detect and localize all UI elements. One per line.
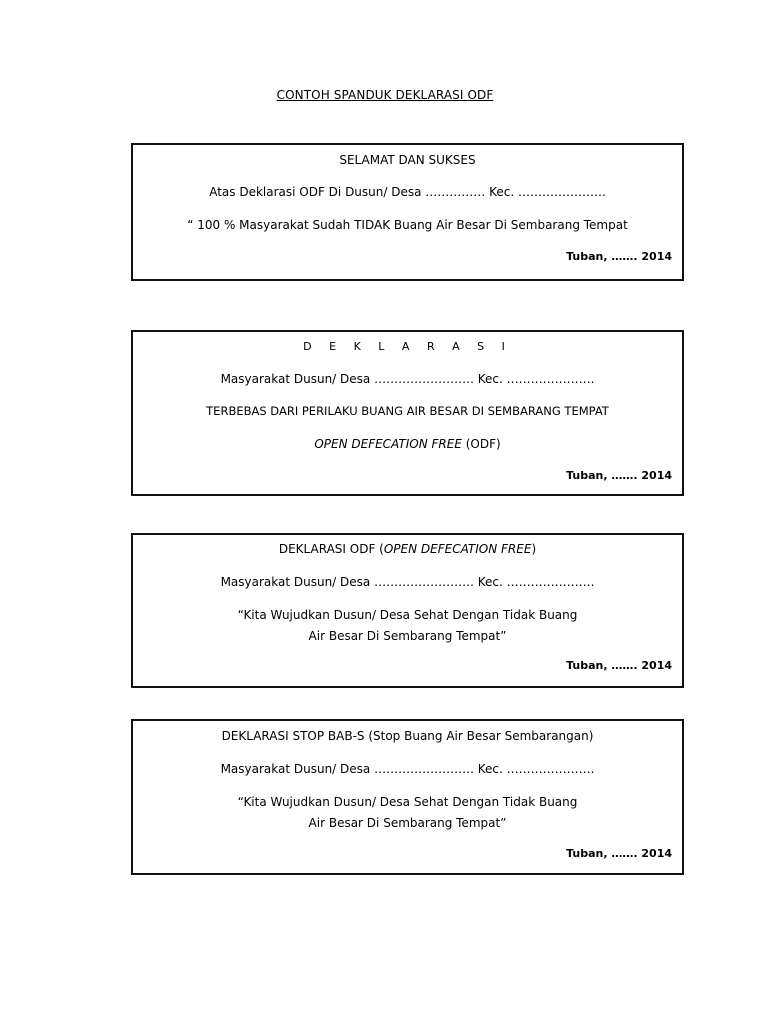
banner-line: Masyarakat Dusun/ Desa ……………………. Kec. …………………. (220, 575, 595, 589)
banner-heading: DEKLARASI STOP BAB-S (Stop Buang Air Besar Sembarangan) (221, 729, 594, 743)
banner-line: Masyarakat Dusun/ Desa ……………………. Kec. …………………. (220, 372, 595, 386)
banner-selamat-sukses (131, 143, 684, 281)
heading-suffix: ) (531, 542, 537, 556)
banner-stop-babs (131, 719, 684, 875)
heading-prefix: DEKLARASI ODF ( (278, 542, 384, 556)
banner-deklarasi (131, 330, 684, 496)
odf-abbrev-text: (ODF) (461, 437, 501, 451)
page-title: CONTOH SPANDUK DEKLARASI ODF (276, 88, 494, 102)
banner-date: Tuban, ……. 2014 (566, 469, 672, 482)
banner-line: Masyarakat Dusun/ Desa ……………………. Kec. …………………. (220, 762, 595, 776)
odf-italic-text: OPEN DEFECATION FREE (314, 437, 462, 451)
banner-slogan: “Kita Wujudkan Dusun/ Desa Sehat Dengan Tidak Buang Air Besar Di Sembarang Tempat” (237, 608, 578, 643)
banner-slogan: “ 100 % Masyarakat Sudah TIDAK Buang Air Besar Di Sembarang Tempat (187, 218, 628, 232)
banner-line: Atas Deklarasi ODF Di Dusun/ Desa …………… Kec. …………………. (209, 185, 606, 199)
banner-date: Tuban, ……. 2014 (566, 659, 672, 672)
banner-slogan: “Kita Wujudkan Dusun/ Desa Sehat Dengan Tidak Buang Air Besar Di Sembarang Tempat” (237, 795, 578, 830)
banner-heading: D E K L A R A S I (303, 340, 512, 353)
heading-italic: OPEN DEFECATION FREE (383, 542, 532, 556)
banner-deklarasi-odf (131, 533, 684, 688)
banner-odf-line (133, 437, 682, 451)
banner-heading: SELAMAT DAN SUKSES (339, 153, 476, 167)
banner-date: Tuban, ……. 2014 (566, 250, 672, 263)
banner-heading (133, 542, 682, 556)
banner-date: Tuban, ……. 2014 (566, 847, 672, 860)
banner-slogan: TERBEBAS DARI PERILAKU BUANG AIR BESAR DI SEMBARANG TEMPAT (206, 404, 609, 418)
